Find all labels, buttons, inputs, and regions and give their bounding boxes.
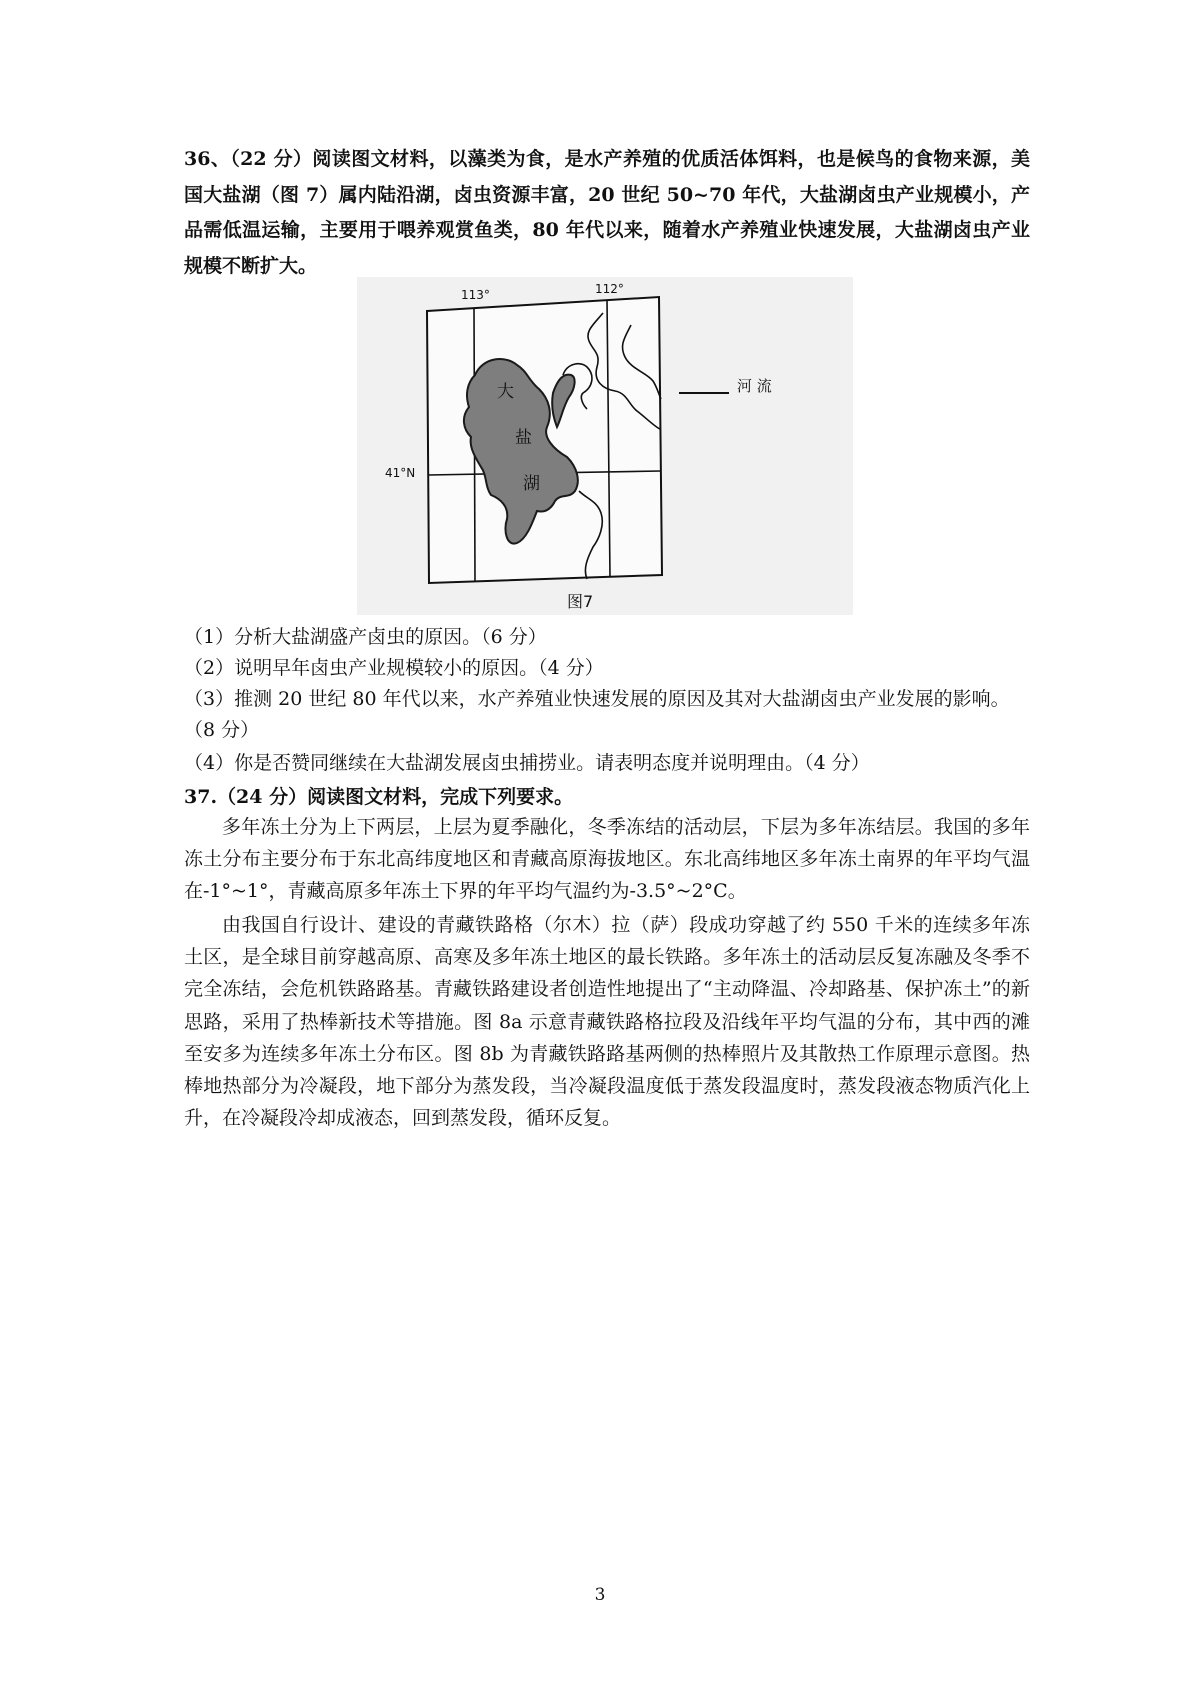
latitude-label-41n: 41°N: [385, 466, 416, 480]
lake-label-char: 湖: [523, 474, 540, 494]
page-number: 3: [594, 1585, 606, 1605]
question-36-2: （2）说明早年卤虫产业规模较小的原因。（4 分）: [184, 657, 604, 679]
figure-7-map: [357, 277, 853, 615]
lake-label-char: 盐: [515, 428, 532, 448]
question-36-1: （1）分析大盐湖盛产卤虫的原因。（6 分）: [184, 626, 547, 648]
lake-label-char: 大: [497, 382, 514, 402]
figure-7-caption: 图7: [567, 592, 594, 611]
longitude-label-113: 113°: [461, 288, 490, 302]
longitude-label-112: 112°: [595, 282, 624, 296]
question-36-3: （3）推测 20 世纪 80 年代以来，水产养殖业快速发展的原因及其对大盐湖卤虫产业发展的影响。（8 分）: [184, 688, 1010, 741]
question-37-header: 37.（24 分）阅读图文材料，完成下列要求。: [184, 786, 574, 808]
question-37-paragraph: 由我国自行设计、建设的青藏铁路格（尔木）拉（萨）段成功穿越了约 550 千米的连续多年冻土区，是全球目前穿越高原、高寒及多年冻土地区的最长铁路。多年冻土的活动层反复冻融及冬季不完全冻结，会危机铁路路基。青藏铁路建设者创造性地提出了“主动降温、冷却路基、保护冻土”的新思路，采用了热棒新技术等措施。图 8a 示意青藏铁路格拉段及沿线年平均气温的分布，其中西的滩至安多为连续多年冻土分布区。图 8b 为青藏铁路路基两侧的热棒照片及其散热工作原理示意图。热棒地热部分为冷凝段，地下部分为蒸发段，当冷凝段温度低于蒸发段温度时，蒸发段液态物质汽化上升，在冷凝段冷却成液态，回到蒸发段，循环反复。: [184, 914, 1030, 1130]
question-36-header: 36、（22 分）阅读图文材料，以藻类为食，是水产养殖的优质活体饵料，也是候鸟的食物来源，美国大盐湖（图 7）属内陆沿湖，卤虫资源丰富，20 世纪 50~70 年代，大盐湖卤虫产业规模小，产品需低温运输，主要用于喂养观赏鱼类，80 年代以来，随着水产养殖业快速发展，大盐湖卤虫产业规模不断扩大。: [184, 148, 1030, 277]
legend-river-label: 河 流: [737, 377, 772, 395]
question-37-paragraph: 多年冻土分为上下两层，上层为夏季融化，冬季冻结的活动层，下层为多年冻结层。我国的多年冻土分布主要分布于东北高纬度地区和青藏高原海拔地区。东北高纬地区多年冻土南界的年平均气温在-1°~1°，青藏高原多年冻土下界的年平均气温约为-3.5°~2°C。: [184, 816, 1030, 903]
question-36-4: （4）你是否赞同继续在大盐湖发展卤虫捕捞业。请表明态度并说明理由。（4 分）: [184, 752, 870, 774]
